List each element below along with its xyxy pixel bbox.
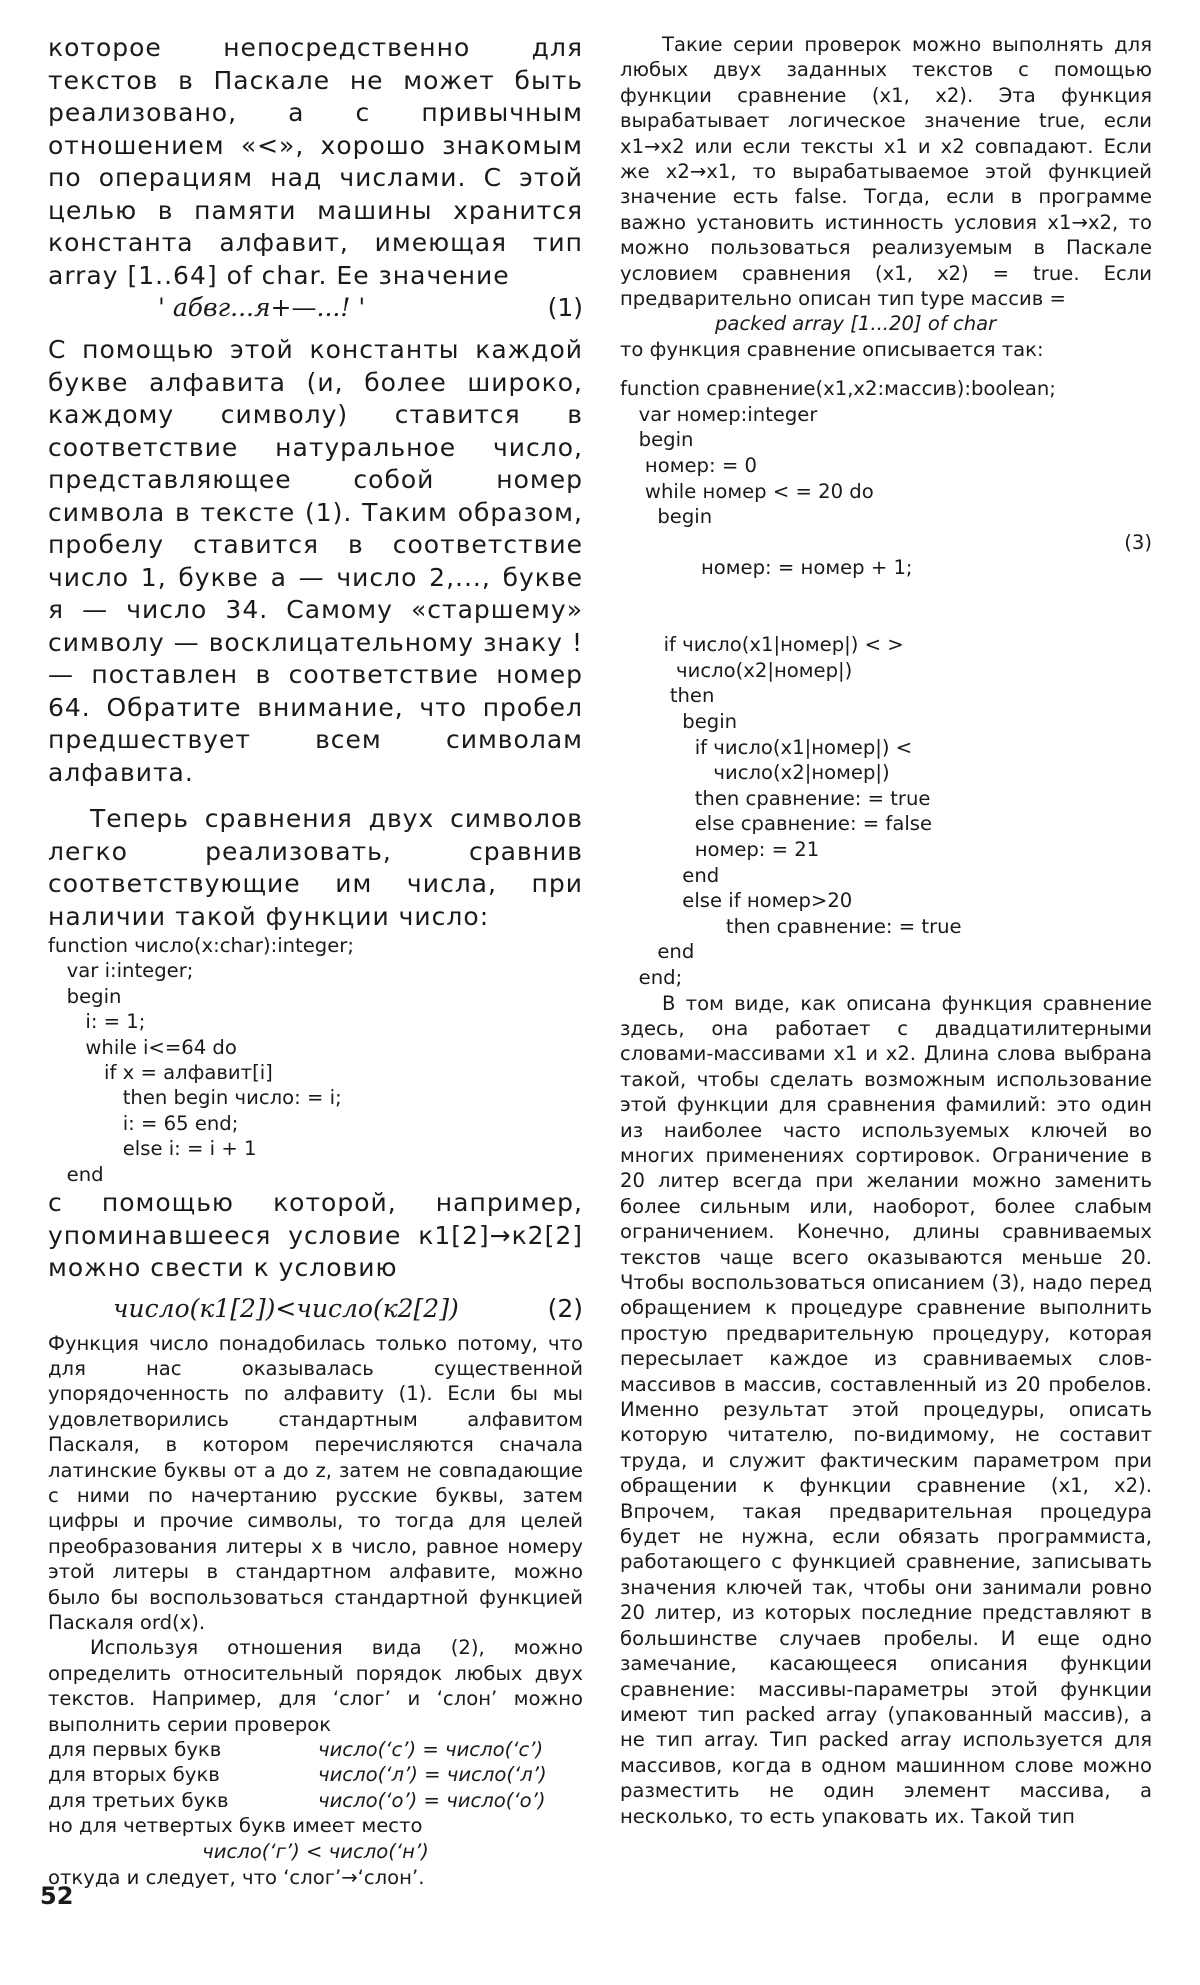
code-listing-sravnenie	[620, 376, 1152, 990]
left-column	[48, 32, 583, 1890]
code-line: else if номер>20	[620, 889, 853, 913]
code-line: then сравнение: = true	[620, 786, 931, 810]
code-line: i: = 65 end;	[48, 1111, 239, 1135]
paragraph: В том виде, как описана функция сравнение здесь, она работает с двадцатилитерными словами-массивами x1 и x2. Длина слова выбрана такой, чтобы сделать возможным использование этой функции для сравнения фамилий: это один из наиболее часто используемых ключей во многих применениях сортировок. Ограничение в 20 литер всегда при желании можно заменить более сильным или, наоборот, более слабым ограничением. Конечно, длины сравниваемых текстов чаще всего оказываются меньше 20. Чтобы воспользоваться описанием (3), надо перед обращением к процедуре сравнение выполнить простую предварительную процедуру, которая пересылает каждое из сравниваемых слов-массивов в массив, составленный из 20 пробелов. Именно результат этой процедуры, описать которую читателю, по-видимому, не составит труда, и служит фактическим параметром при обращении к функции сравнение (x1, x2). Впрочем, такая предварительная процедура будет не нужна, если обязать программиста, работающего с функцией сравнение, записывать значения ключей так, чтобы они занимали ровно 20 литер, из которых последние представляют в большинстве случаев пробелы. И еще одно замечание, касающееся описания функции сравнение: массивы-параметры этой функции имеют тип packed array (упакованный массив), а не тип array. Тип packed array используется для массивов, когда в одном машинном слове можно разместить не один элемент массива, а несколько, то есть упаковать их. Такой тип	[620, 991, 1152, 1828]
listing-number: (3)	[1124, 530, 1152, 554]
check-label: для первых букв	[48, 1738, 222, 1762]
check-relation: число(‘л’) = число(‘л’)	[318, 1763, 547, 1787]
code-line: else i: = i + 1	[48, 1137, 257, 1161]
code-line: if x = алфавит[i]	[48, 1061, 273, 1085]
code-line: else сравнение: = false	[620, 812, 933, 836]
paragraph: С помощью этой константы каждой букве алфавита (и, более широко, каждому символу) ставится в соответствие натуральное число, представляющее собой номер символа в тексте (1). Таким образом, пробелу ставится в соответствие число 1, букве а — число 2,..., букве я — число 34. Самому «старшему» символу — восклицательному знаку ! — поставлен в соответствие номер 64. Обратите внимание, что пробел предшествует всем символам алфавита.	[48, 335, 583, 787]
code-line: begin	[620, 710, 738, 733]
check-label: для вторых букв	[48, 1763, 220, 1787]
paragraph: с помощью которой, например, упоминавшееся условие к1[2]→к2[2] можно свести к условию	[48, 1188, 583, 1283]
check-relation: число(‘о’) = число(‘о’)	[318, 1788, 546, 1812]
formula-1	[48, 292, 583, 324]
code-line: число(x2|номер|)	[620, 761, 890, 785]
code-line: then begin число: = i;	[48, 1086, 342, 1110]
code-line: while номер < = 20 do	[620, 479, 874, 503]
paragraph: которое непосредственно для текстов в Паскале не может быть реализовано, а с привычным отношением «<», хорошо знакомым по операциям над числами. С этой целью в памяти машины хранится константа алфавит, имеющая тип array [1..64] of char. Ее значение	[48, 33, 583, 290]
paragraph: Используя отношения вида (2), можно определить относительный порядок любых двух текстов. Например, для ‘слог’ и ‘слон’ можно выполнить серии проверок	[48, 1636, 583, 1736]
code-text: номер: = номер + 1;	[657, 556, 913, 580]
code-line: номер: = 0	[620, 454, 757, 478]
code-line: номер: = 21	[620, 837, 820, 861]
check-label: для третьих букв	[48, 1788, 229, 1812]
code-line: i: = 1;	[48, 1010, 146, 1034]
paragraph: откуда и следует, что ‘слог’→‘слон’.	[48, 1865, 425, 1889]
code-listing-chislo	[48, 933, 583, 1187]
paragraph: Такие серии проверок можно выполнять для любых двух заданных текстов с помощью функции сравнение (x1, x2). Эта функция вырабатывает логическое значение true, если x1→x2 или если тексты x1 и x2 совпадают. Если же x2→x1, то вырабатываемое этой функцией значение есть false. Тогда, если в программе важно установить истинность условия x1→x2, то можно пользоваться реализуемым в Паскале условием сравнения (x1, x2) = true. Если предварительно описан тип type массив =	[620, 33, 1152, 311]
code-line: begin	[620, 505, 713, 529]
paragraph: Теперь сравнения двух символов легко реализовать, сравнив соответствующие им числа, при наличии такой функции число:	[48, 804, 583, 931]
check-table	[48, 1737, 583, 1813]
code-line: end	[620, 863, 720, 887]
code-line: end;	[620, 965, 683, 989]
right-column	[620, 32, 1152, 1829]
code-line: while i<=64 do	[48, 1035, 237, 1059]
formula-number: (1)	[547, 293, 583, 322]
check-relation: число(‘с’) = число(‘с’)	[318, 1738, 544, 1762]
code-line: var номер:integer	[620, 402, 818, 426]
code-line: if число(x1|номер|) < >	[620, 633, 904, 657]
code-line	[620, 530, 1152, 632]
code-line: end	[620, 940, 695, 964]
code-line: число(x2|номер|)	[620, 658, 853, 682]
code-line: then	[620, 684, 715, 708]
code-line: function сравнение(x1,x2:массив):boolean;	[620, 377, 1056, 401]
formula-expression: ' абвг...я+—...! '	[158, 293, 366, 322]
formula-expression: число(к1[2])<число(к2[2])	[113, 1293, 459, 1323]
type-declaration: packed array [1...20] of char	[715, 312, 997, 336]
code-line: end	[48, 1162, 104, 1186]
code-line: function число(x:char):integer;	[48, 934, 354, 957]
paragraph: то функция сравнение описывается так:	[620, 337, 1044, 361]
formula-2	[48, 1293, 583, 1325]
code-line: begin	[620, 428, 694, 452]
code-line: var i:integer;	[48, 959, 194, 983]
relation-line: число(‘г’) < число(‘н’)	[202, 1839, 429, 1863]
formula-number: (2)	[547, 1293, 583, 1323]
page-number: 52	[40, 1882, 74, 1910]
code-line: begin	[48, 984, 122, 1008]
code-line: if число(x1|номер|) <	[620, 735, 913, 759]
code-line: then сравнение: = true	[620, 914, 962, 938]
paragraph: но для четвертых букв имеет место	[48, 1814, 423, 1838]
paragraph: Функция число понадобилась только потому, что для нас оказывалась существенной упорядоченность по алфавиту (1). Если бы мы удовлетворились стандартным алфавитом Паскаля, в котором перечисляются сначала латинские буквы от а до z, затем не совпадающие с ними по начертанию русские буквы, затем цифры и прочие символы, то тогда для целей преобразования литеры x в число, равное номеру этой литеры в стандартном алфавите, можно было бы воспользоваться стандартной функцией Паскаля ord(x).	[48, 1331, 583, 1635]
